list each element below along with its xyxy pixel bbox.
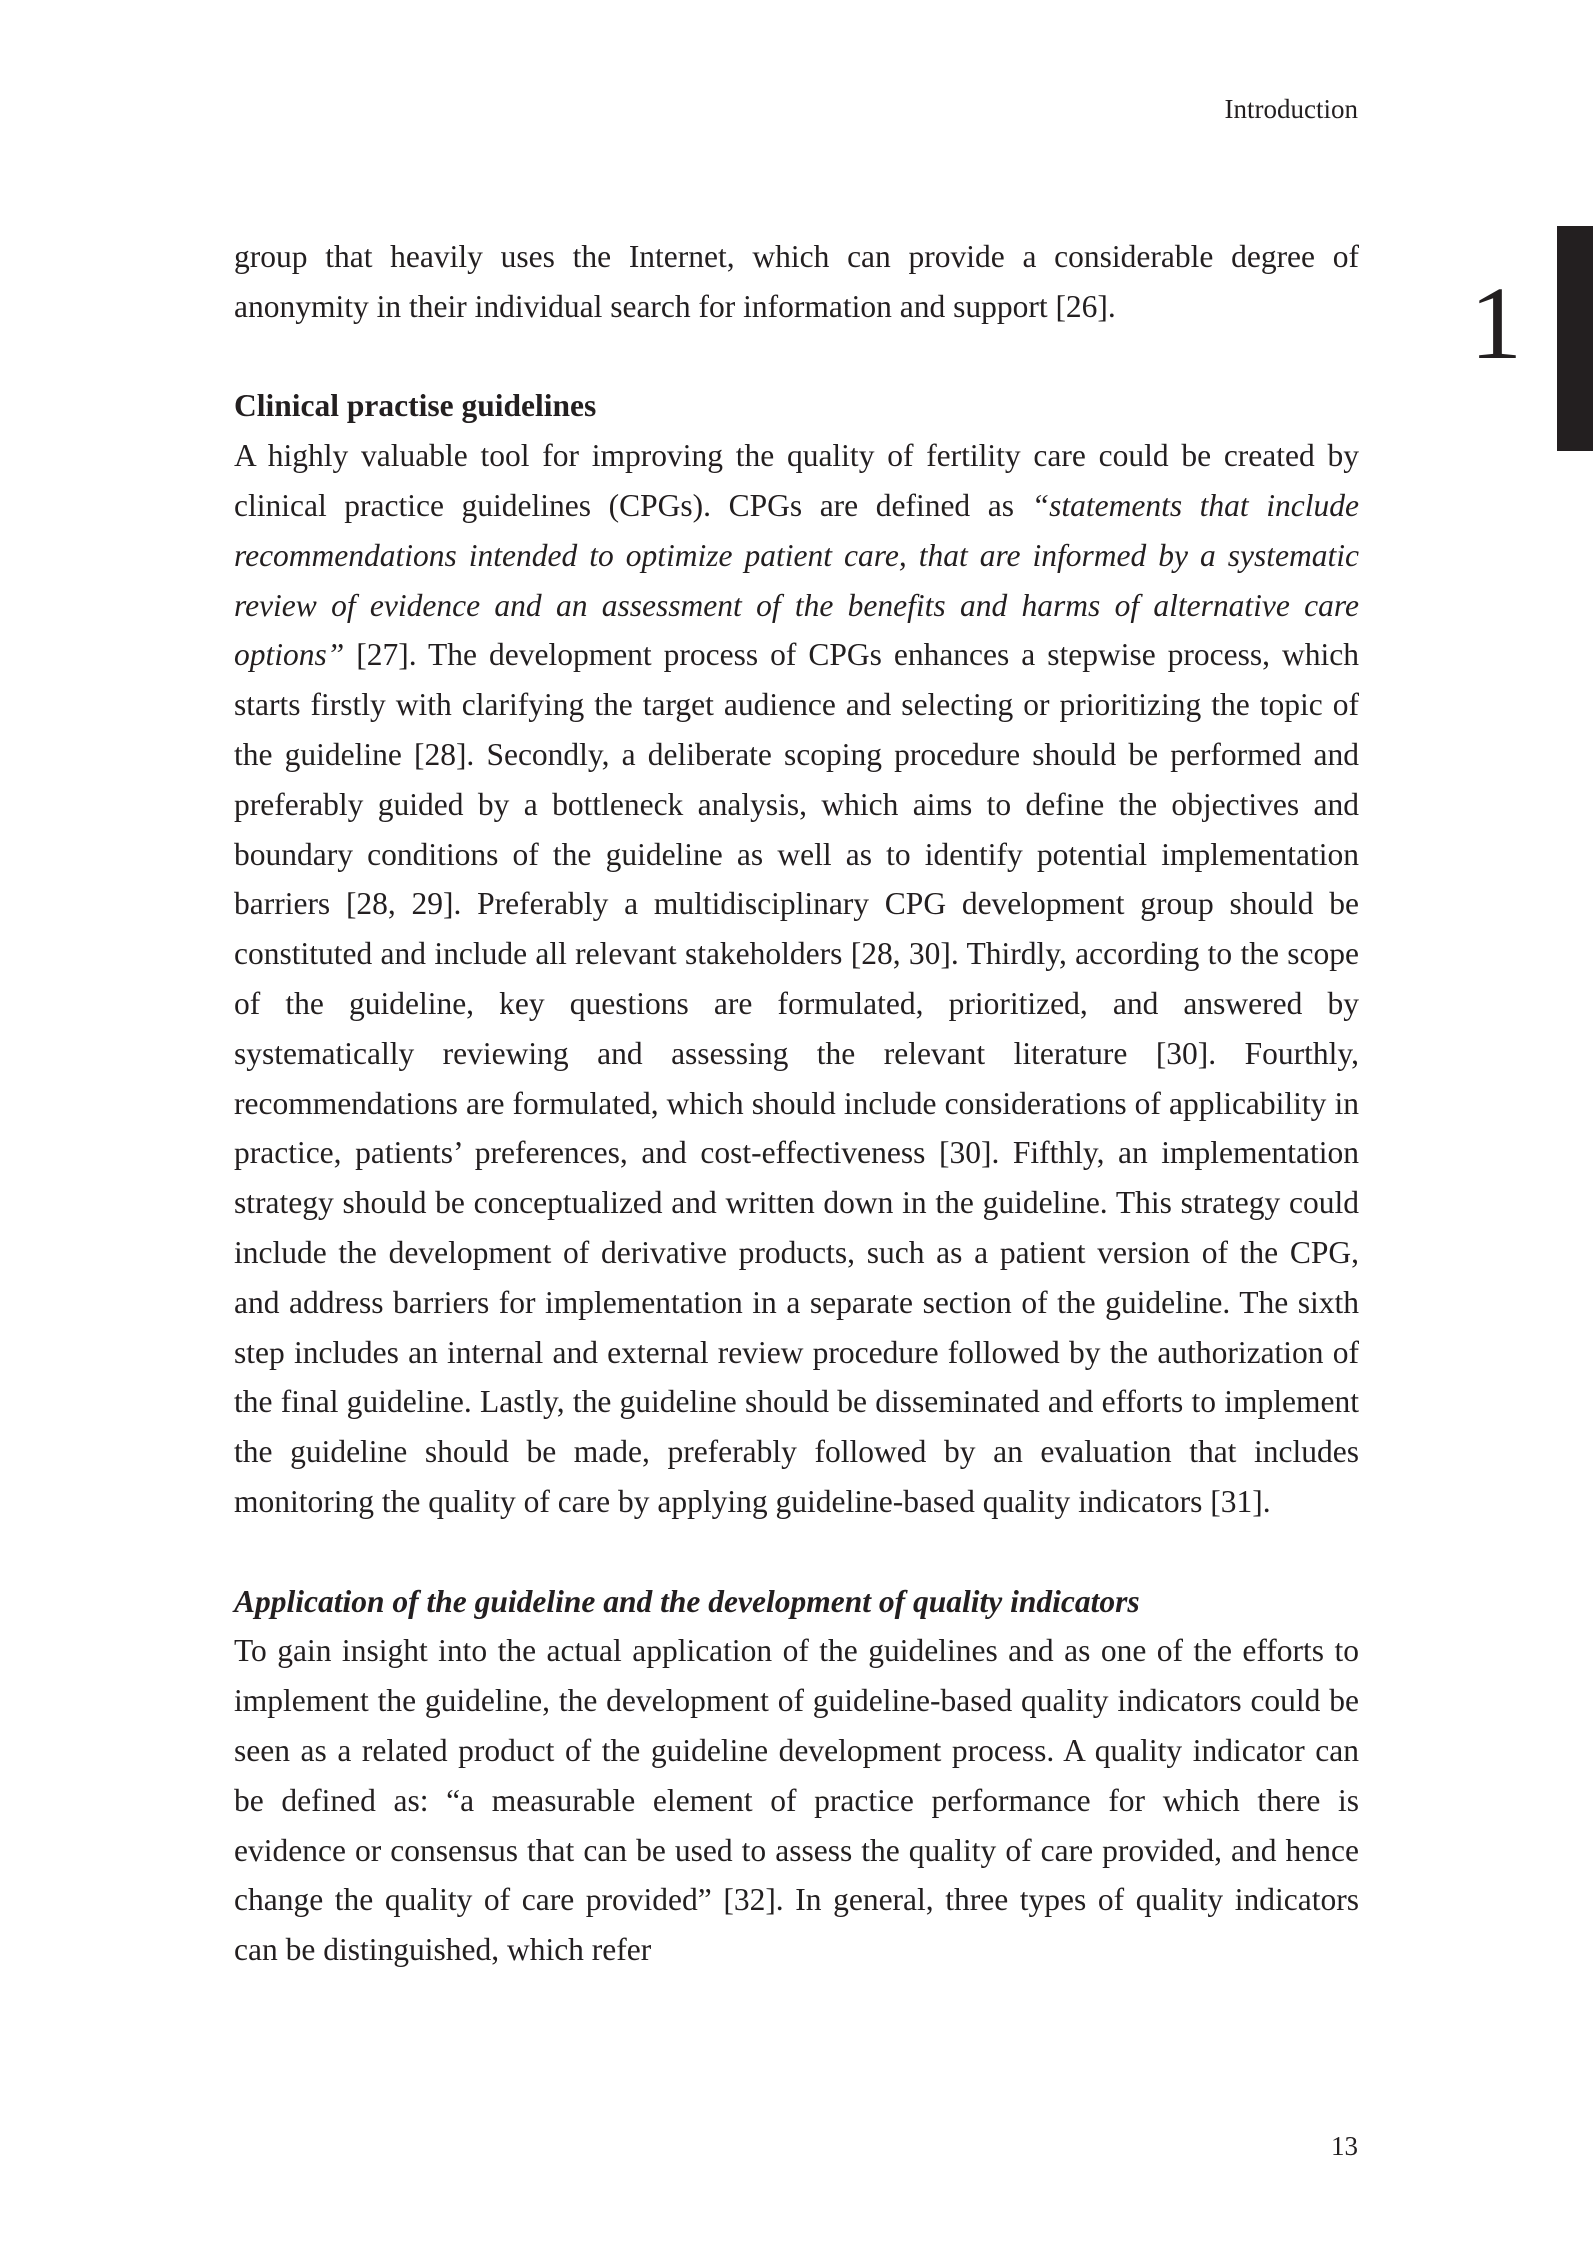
cpg-definition-quote: “statements that include recommendations intended to optimize patient care, that are informed by a systematic review of evidence and an assessment of the benefits and harms of alternative care options” [234,487,1359,673]
paragraph-continuation: group that heavily uses the Internet, which can provide a considerable degree of anonymity in their individual search for information and support [26]. [234,239,1359,324]
section-paragraph-clinical-guidelines [234,431,1359,1527]
paragraph-gap [234,332,1359,382]
running-header: Introduction [1224,94,1358,124]
section-heading-clinical-guidelines: Clinical practise guidelines [234,388,597,424]
body-text [234,232,1359,1975]
lead-text: A highly valuable tool for improving the quality of fertility care could be created by clinical practice guidelines (CPGs). CPGs are defined as [234,438,1359,523]
section-paragraph-quality-indicators: To gain insight into the actual application of the guidelines and as one of the efforts to implement the guideline, the development of guideline-based quality indicators could be seen as a related product of the guideline development process. A quality indicator can be defined as: “a measurable element of practice performance for which there is evidence or consensus that can be used to assess the quality of care provided, and hence change the quality of care provided” [32]. In general, three types of quality indicators can be distinguished, which refer [234,1633,1359,1968]
paragraph-gap [234,1527,1359,1577]
remainder-text: [27]. The development process of CPGs enhances a stepwise process, which starts firstly with clarifying the target audience and selecting or prioritizing the topic of the guideline [28]. Secondly, a deliberate scoping procedure should be performed and preferably guided by a bottleneck analysis, which aims to define the objectives and boundary conditions of the guideline as well as to identify potential implementation barriers [28, 29]. Preferably a multidisciplinary CPG development group should be constituted and include all relevant stakeholders [28, 30]. Thirdly, according to the scope of the guideline, key questions are formulated, prioritized, and answered by systematically reviewing and assessing the relevant literature [30]. Fourthly, recommendations are formulated, which should include considerations of applicability in practice, patients’ preferences, and cost-effectiveness [30]. Fifthly, an implementation strategy should be conceptualized and written down in the guideline. This strategy could include the development of derivative products, such as a patient version of the CPG, and address barriers for implementation in a separate section of the guideline. The sixth step includes an internal and external review procedure followed by the authorization of the final guideline. Lastly, the guideline should be disseminated and efforts to implement the guideline should be made, preferably followed by an evaluation that includes monitoring the quality of care by applying guideline-based quality indicators [31]. [234,637,1359,1519]
section-heading-quality-indicators: Application of the guideline and the development of quality indicators [234,1583,1140,1619]
page-number: 13 [1331,2131,1358,2161]
chapter-number: 1 [1470,266,1522,381]
chapter-tab-marker [1557,226,1593,451]
